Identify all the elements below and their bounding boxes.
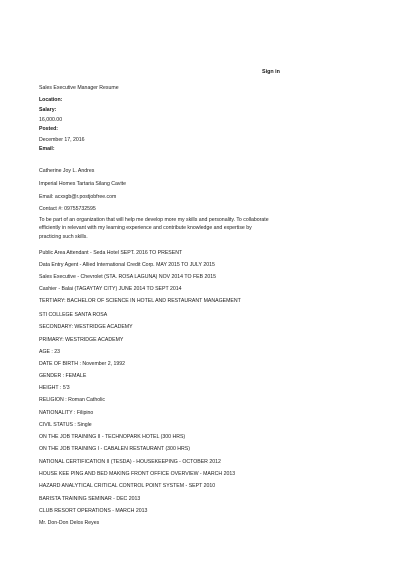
salary-label: Salary: <box>39 107 57 113</box>
email-label: Email: <box>39 146 55 152</box>
objective-line: To be part of an organization that will help me develop more my skills and personality. To collaborate <box>39 217 269 223</box>
resume-line: BARISTA TRAINING SEMINAR - DEC 2013 <box>39 496 141 502</box>
resume-line: ON THE JOB TRAINING II - TECHNOPARK HOTEL (300 HRS) <box>39 434 186 440</box>
resume-line: PRIMARY: WESTRIDGE ACADEMY <box>39 337 124 343</box>
resume-line: TERTIARY: BACHELOR OF SCIENCE IN HOTEL AND RESTAURANT MANAGEMENT <box>39 298 241 304</box>
resume-line: GENDER : FEMALE <box>39 373 87 379</box>
resume-line: CLUB RESORT OPERATIONS - MARCH 2013 <box>39 508 148 514</box>
resume-line: Public Area Attendant - Seda Hotel SEPT. 2016 TO PRESENT <box>39 250 183 256</box>
candidate-address: Imperial Homes Tartaria Silang Cavite <box>39 181 126 187</box>
resume-line: SECONDARY: WESTRIDGE ACADEMY <box>39 324 133 330</box>
resume-line: HEIGHT : 5'3 <box>39 385 70 391</box>
resume-line: Cashier - Balai (TAGAYTAY CITY) JUNE 2014 TO SEPT 2014 <box>39 286 182 292</box>
resume-line: NATIONALITY : Filipino <box>39 410 94 416</box>
resume-line: Mr. Don-Don Delos Reyes <box>39 520 100 526</box>
candidate-email: Email: acxxgb@r.postjobfree.com <box>39 194 117 200</box>
resume-line: RELIGION : Roman Catholic <box>39 397 106 403</box>
location-label: Location: <box>39 97 63 103</box>
posted-value: December 17, 2016 <box>39 137 85 143</box>
salary-value: 16,000.00 <box>39 117 63 123</box>
posted-label: Posted: <box>39 126 59 132</box>
resume-line: AGE : 23 <box>39 349 61 355</box>
resume-line: Sales Executive - Chevrolet (STA. ROSA LAGUNA) NOV 2014 TO FEB 2015 <box>39 274 217 280</box>
signin-link[interactable]: Sign in <box>262 69 280 75</box>
resume-line: HOUSE KEE PING AND BED MAKING FRONT OFFICE OVERVIEW - MARCH 2013 <box>39 471 236 477</box>
objective <box>39 216 289 241</box>
resume-line: NATIONAL CERTIFICATION II (TESDA) - HOUSEKEEPING - OCTOBER 2012 <box>39 459 221 465</box>
candidate-contact: Contact #: 09755732595 <box>39 206 96 212</box>
resume-line: CIVIL STATUS : Single <box>39 422 92 428</box>
resume-line: STI COLLEGE SANTA ROSA <box>39 312 108 318</box>
objective-line: practicing such skills. <box>39 233 88 240</box>
resume-line: ON THE JOB TRAINING I - CABALEN RESTAURANT (300 HRS) <box>39 446 190 452</box>
objective-line: efficiently in relevant with my learning experience and contribute knowledge and expertise by <box>39 225 252 232</box>
resume-line: Data Entry Agent - Allied International Credit Corp. MAY 2015 TO JULY 2015 <box>39 262 215 268</box>
candidate-name: Catherine Joy L. Andres <box>39 168 95 174</box>
job-title: Sales Executive Manager Resume <box>39 85 119 91</box>
resume-line: HAZARD ANALYTICAL CRITICAL CONTROL POINT SYSTEM - SEPT 2010 <box>39 483 216 489</box>
resume-line: DATE OF BIRTH : November 2, 1992 <box>39 361 126 367</box>
